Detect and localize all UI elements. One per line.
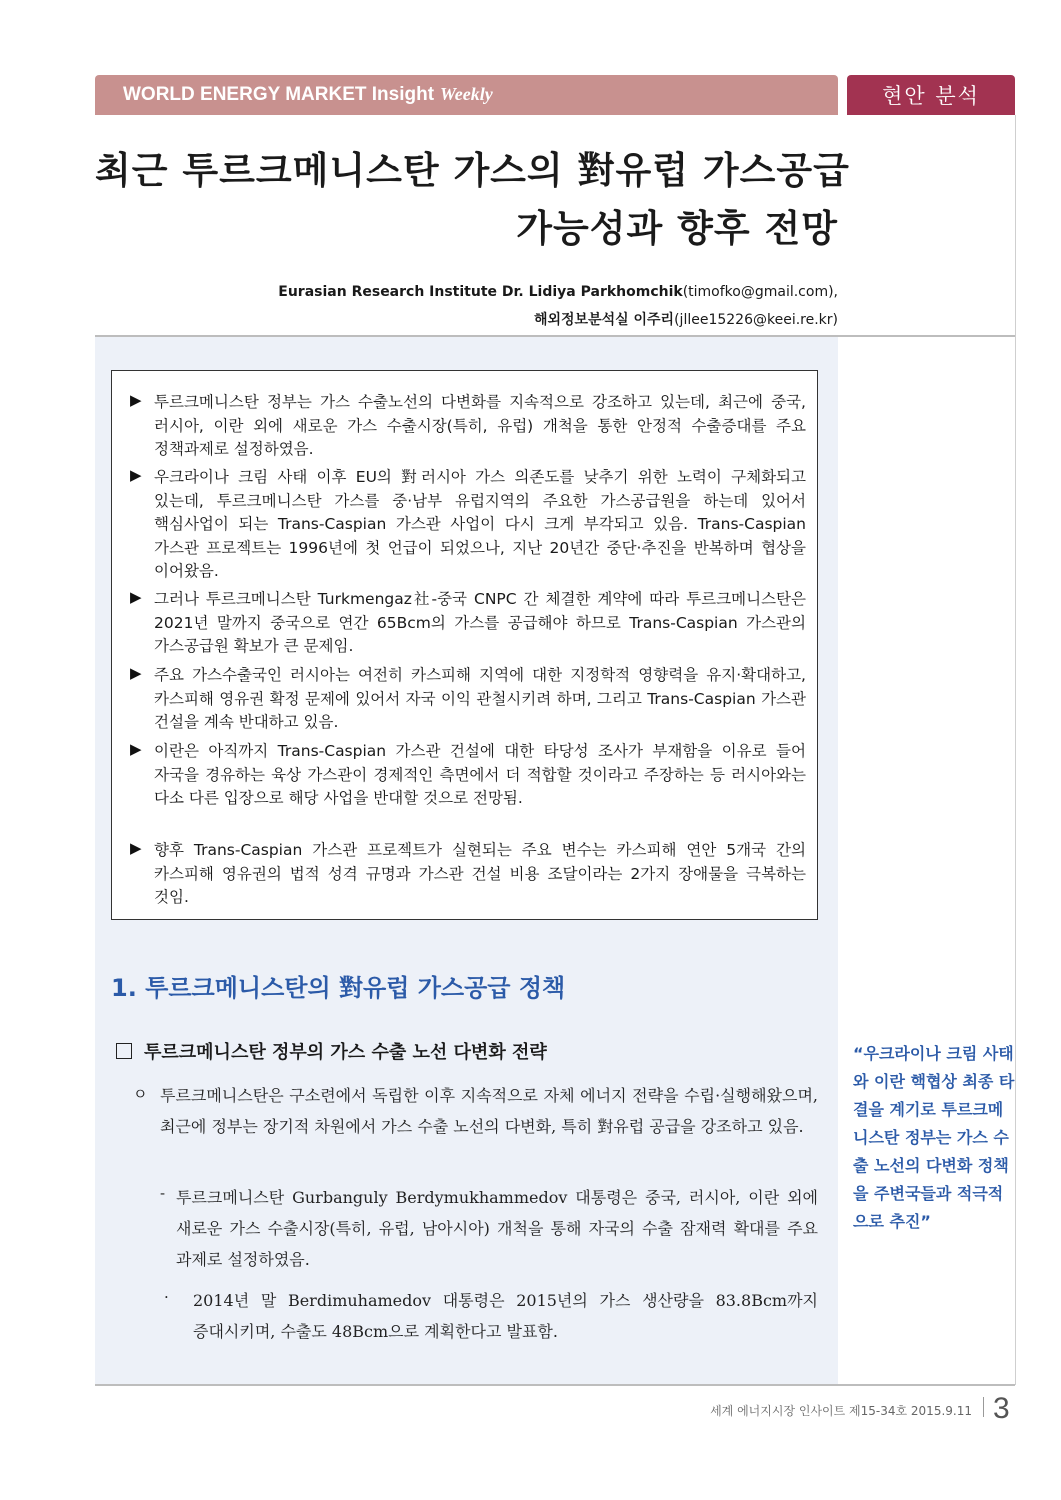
checkbox-square-icon [116, 1043, 132, 1059]
summary-item-text: 우크라이나 크림 사태 이후 EU의 對러시아 가스 의존도를 낮추기 위한 노력이 구체화되고 있는데, 투르크메니스탄 가스를 중·남부 유럽지역의 주요한 가스공급원을 하는데 있어서 핵심사업이 되는 Trans-Caspian 가스관 사업이 다시 크게 부각되고 있음. Trans-Caspian 가스관 프로젝트는 1996년에 첫 언급이 되었으나, 지난 20년간 중단·추진을 반복하며 협상을 이어왔음. [154, 468, 806, 580]
summary-item-text: 이란은 아직까지 Trans-Caspian 가스관 건설에 대한 타당성 조사가 부재함을 이유로 들어 자국을 경유하는 육상 가스관이 경제적인 측면에서 더 적합할 것이라고 주장하는 등 러시아와는 다소 다른 입장으로 해당 사업을 반대할 것으로 전망됨. [154, 742, 806, 807]
circle-bullet-icon: ㅇ [133, 1085, 148, 1103]
arrow-bullet-icon: ▶ [130, 588, 142, 606]
author2-email: (jllee15226@keei.re.kr) [674, 312, 838, 328]
body-paragraph-3: 2014년 말 Berdimuhamedov 대통령은 2015년의 가스 생산량을 83.8Bcm까지 증대시키며, 수출도 48Bcm으로 계획한다고 발표함. [193, 1291, 818, 1341]
arrow-bullet-icon: ▶ [130, 391, 142, 409]
footer-separator [983, 1397, 984, 1417]
arrow-bullet-icon: ▶ [130, 839, 142, 857]
sub-heading [116, 1038, 547, 1064]
page-number: 3 [993, 1392, 1010, 1425]
footer-issue-info: 세계 에너지시장 인사이트 제15-34호 2015.9.11 [710, 1404, 972, 1418]
article-title-line1: 최근 투르크메니스탄 가스의 對유럽 가스공급 [95, 149, 850, 192]
summary-item [130, 664, 806, 735]
arrow-bullet-icon: ▶ [130, 466, 142, 484]
summary-box [111, 370, 818, 920]
dash-bullet-icon: - [160, 1184, 166, 1202]
arrow-bullet-icon: ▶ [130, 740, 142, 758]
body-paragraph-1: 투르크메니스탄은 구소련에서 독립한 이후 지속적으로 자체 에너지 전략을 수립·실행해왔으며, 최근에 정부는 장기적 차원에서 가스 수출 노선의 다변화, 특히 對유럽 공급을 강조하고 있음. [160, 1086, 818, 1136]
summary-item-text: 향후 Trans-Caspian 가스관 프로젝트가 실현되는 주요 변수는 카스피해 연안 5개국 간의 카스피해 영유권의 법적 성격 규명과 가스관 건설 비용 조달이라는 2가지 장애물을 극복하는 것임. [154, 841, 806, 906]
author1-email: (timofko@gmail.com), [682, 284, 838, 300]
author-line-2 [95, 309, 838, 329]
journal-title [123, 84, 493, 106]
summary-item [130, 466, 806, 584]
summary-item [130, 740, 806, 811]
summary-item-text: 주요 가스수출국인 러시아는 여전히 카스피해 지역에 대한 지정학적 영향력을 유지·확대하고, 카스피해 영유권 확정 문제에 있어서 자국 이익 관철시키려 하며, 그리고 Trans-Caspian 가스관 건설을 계속 반대하고 있음. [154, 666, 806, 731]
summary-item-text: 그러나 투르크메니스탄 Turkmengaz社-중국 CNPC 간 체결한 계약에 따라 투르크메니스탄은 2021년 말까지 중국으로 연간 65Bcm의 가스를 공급해야 하므로 Trans-Caspian 가스관의 가스공급원 확보가 큰 문제임. [154, 590, 806, 655]
summary-item [130, 391, 806, 462]
article-title-line2: 가능성과 향후 전망 [516, 207, 838, 250]
author1-name: Eurasian Research Institute Dr. Lidiya Parkhomchik [278, 284, 683, 300]
arrow-bullet-icon: ▶ [130, 664, 142, 682]
summary-item-text: 투르크메니스탄 정부는 가스 수출노선의 다변화를 지속적으로 강조하고 있는데, 최근에 중국, 러시아, 이란 외에 새로운 가스 수출시장(특히, 유럽) 개척을 통한 안정적 수출증대를 주요 정책과제로 설정하였음. [154, 393, 806, 458]
body-paragraph-2: 투르크메니스탄 Gurbanguly Berdymukhammedov 대통령은 중국, 러시아, 이란 외에 새로운 가스 수출시장(특히, 유럽, 남아시아) 개척을 통해 자국의 수출 잠재력 확대를 주요 과제로 설정하였음. [176, 1188, 818, 1269]
sub-heading-text: 투르크메니스탄 정부의 가스 수출 노선 다변화 전략 [144, 1042, 547, 1063]
author-line-1 [95, 284, 838, 300]
journal-title-text: WORLD ENERGY MARKET Insight [123, 84, 435, 105]
dot-bullet-icon: · [164, 1288, 169, 1306]
author2-name: 해외정보분석실 이주리 [533, 312, 675, 328]
summary-item [130, 588, 806, 659]
journal-weekly-label: Weekly [440, 84, 493, 104]
bottom-divider [95, 1384, 1015, 1386]
journal-header-bar [95, 75, 838, 115]
section-heading: 1. 투르크메니스탄의 對유럽 가스공급 정책 [111, 974, 566, 1002]
summary-item [130, 839, 806, 910]
pull-quote: “우크라이나 크림 사태와 이란 핵협상 최종 타결을 계기로 투르크메니스탄 정부는 가스 수출 노선의 다변화 정책을 주변국들과 적극적으로 추진” [853, 1044, 1015, 1231]
section-tab: 현안 분석 [847, 75, 1015, 115]
